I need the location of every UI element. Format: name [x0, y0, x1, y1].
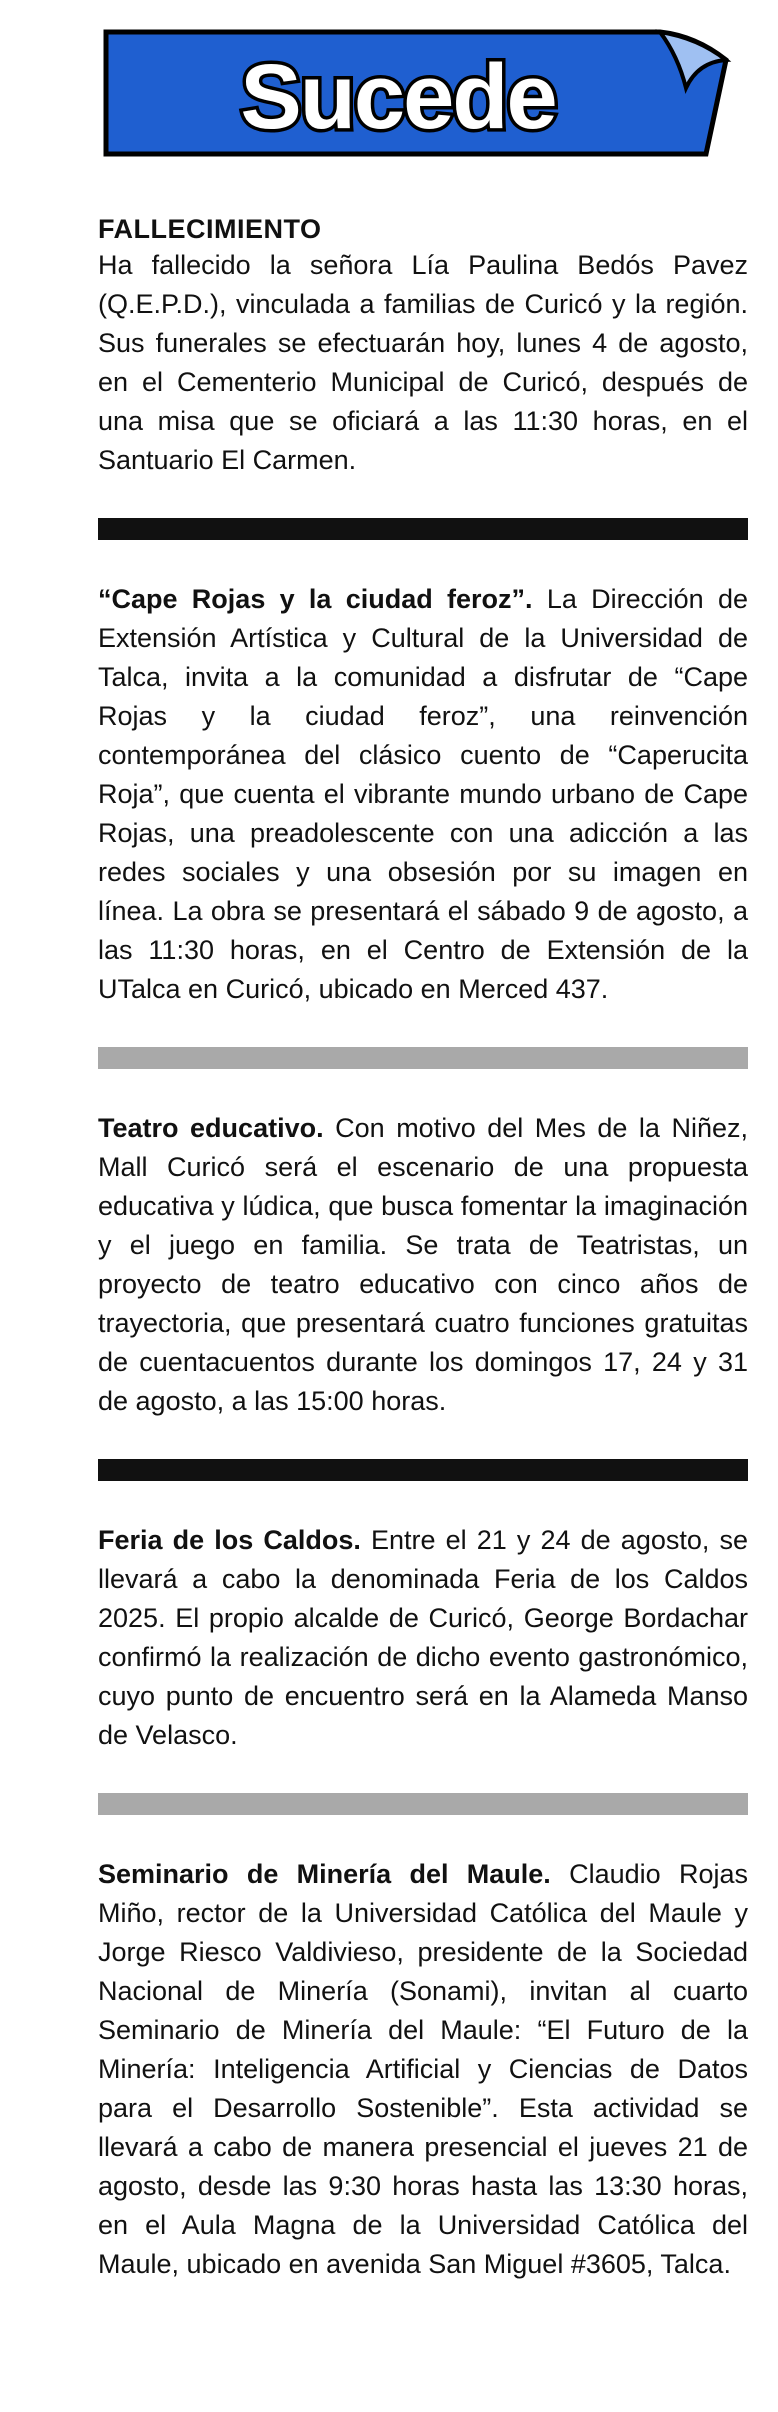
news-lead: Feria de los Caldos.: [98, 1525, 361, 1555]
banner-graphic: [98, 26, 738, 168]
news-lead: Seminario de Minería del Maule.: [98, 1859, 551, 1889]
news-lead: Teatro educativo.: [98, 1113, 324, 1143]
news-lead: “Cape Rojas y la ciudad feroz”.: [98, 584, 533, 614]
news-body: La Dirección de Extensión Artística y Cultural de la Universidad de Talca, invita a la comunidad a disfrutar de “Cape Rojas y la ciudad feroz”, una reinvención contemporánea del clásico cuento de “Caperucita Roja”, que cuenta el vibrante mundo urbano de Cape Rojas, una preadolescente con una adicción a las redes sociales y una obsesión por su imagen en línea. La obra se presentará el sábado 9 de agosto, a las 11:30 horas, en el Centro de Extensión de la UTalca en Curicó, ubicado en Merced 437.: [98, 584, 748, 1004]
news-item-teatro: [98, 1109, 748, 1421]
section-banner: [98, 26, 738, 168]
news-item-feria: [98, 1521, 748, 1755]
divider-grey: [98, 1793, 748, 1815]
news-body: Entre el 21 y 24 de agosto, se llevará a cabo la denominada Feria de los Caldos 2025. El propio alcalde de Curicó, George Bordachar confirmó la realización de dicho evento gastronómico, cuyo punto de encuentro será en la Alameda Manso de Velasco.: [98, 1525, 748, 1750]
news-column: [98, 212, 748, 2284]
section-title: Sucede: [240, 46, 556, 148]
news-item-seminario: [98, 1855, 748, 2284]
news-body: Ha fallecido la señora Lía Paulina Bedós Pavez (Q.E.P.D.), vinculada a familias de Curicó y la región. Sus funerales se efectuarán hoy, lunes 4 de agosto, en el Cementerio Municipal de Curicó, después de una misa que se oficiará a las 11:30 horas, en el Santuario El Carmen.: [98, 250, 748, 475]
divider-dark: [98, 518, 748, 540]
news-body: Con motivo del Mes de la Niñez, Mall Curicó será el escenario de una propuesta educativa y lúdica, que busca fomentar la imaginación y el juego en familia. Se trata de Teatristas, un proyecto de teatro educativo con cinco años de trayectoria, que presentará cuatro funciones gratuitas de cuentacuentos durante los domingos 17, 24 y 31 de agosto, a las 15:00 horas.: [98, 1113, 748, 1416]
news-body: Claudio Rojas Miño, rector de la Universidad Católica del Maule y Jorge Riesco Valdivieso, presidente de la Sociedad Nacional de Minería (Sonami), invitan al cuarto Seminario de Minería del Maule: “El Futuro de la Minería: Inteligencia Artificial y Ciencias de Datos para el Desarrollo Sostenible”. Esta actividad se llevará a cabo de manera presencial el jueves 21 de agosto, desde las 9:30 horas hasta las 13:30 horas, en el Aula Magna de la Universidad Católica del Maule, ubicado en avenida San Miguel #3605, Talca.: [98, 1859, 748, 2279]
divider-grey: [98, 1047, 748, 1069]
news-heading: FALLECIMIENTO: [98, 214, 322, 244]
news-item-cape-rojas: [98, 580, 748, 1009]
divider-dark: [98, 1459, 748, 1481]
news-item-fallecimiento: [98, 212, 748, 480]
